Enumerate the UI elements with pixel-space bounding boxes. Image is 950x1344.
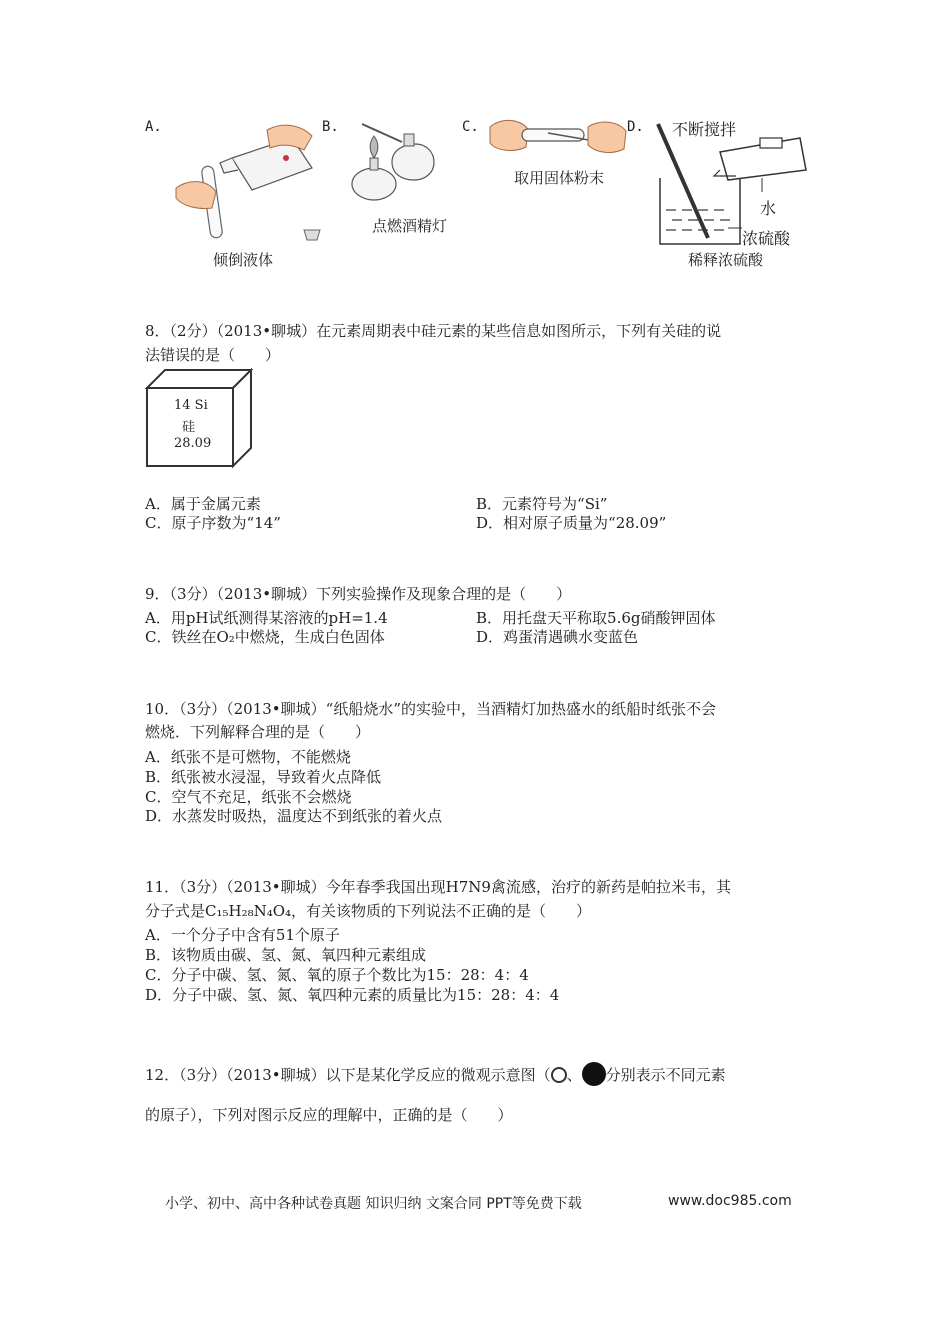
option-d-note-stir: 不断搅拌 [672, 120, 737, 139]
silicon-element-cell [145, 368, 253, 468]
option-b-label: B. [322, 119, 339, 135]
question-12-line-2: 的原子），下列对图示反应的理解中，正确的是（ ） [145, 1106, 513, 1124]
question-10-line-2: 燃烧．下列解释合理的是（ ） [145, 723, 371, 741]
alcohol-lamp-figure [342, 118, 437, 213]
question-8-line-2: 法错误的是（ ） [145, 346, 281, 364]
footer-text: 小学、初中、高中各种试卷真题 知识归纳 文案合同 PPT等免费下载 [165, 1196, 582, 1212]
question-8-option-a: A．属于金属元素 [145, 495, 261, 513]
question-10-line-1: 10．（3分）（2013•聊城）“纸船烧水”的实验中，当酒精灯加热盛水的纸船时纸张不会 [145, 700, 716, 718]
question-9-line-1: 9．（3分）（2013•聊城）下列实验操作及现象合理的是（ ） [145, 585, 572, 603]
option-b-caption: 点燃酒精灯 [372, 217, 448, 235]
option-a-caption: 倾倒液体 [213, 251, 274, 269]
question-12-line-1-start: 12．（3分）（2013•聊城）以下是某化学反应的微观示意图（ [145, 1066, 551, 1084]
question-11-option-d: D．分子中碳、氢、氮、氧四种元素的质量比为15：28：4：4 [145, 986, 560, 1004]
question-9-option-b: B．用托盘天平称取5.6g硝酸钾固体 [476, 609, 716, 627]
element-name: 硅 [182, 420, 196, 435]
question-9-option-c: C．铁丝在O₂中燃烧，生成白色固体 [145, 628, 385, 646]
option-d-label: D. [627, 119, 644, 135]
question-12-separator: 、 [566, 1066, 582, 1084]
question-11-line-1: 11．（3分）（2013•聊城）今年春季我国出现H7N9禽流感，治疗的新药是帕拉米韦，其 [145, 878, 731, 896]
question-9-option-a: A．用pH试纸测得某溶液的pH=1.4 [145, 609, 388, 627]
question-8-line-1: 8．（2分）（2013•聊城）在元素周期表中硅元素的某些信息如图所示，下列有关硅的说 [145, 322, 722, 340]
question-11-option-a: A．一个分子中含有51个原子 [145, 926, 340, 944]
option-a-label: A. [145, 119, 162, 135]
question-11-line-2: 分子式是C₁₅H₂₈N₄O₄，有关该物质的下列说法不正确的是（ ） [145, 902, 592, 920]
option-c-label: C. [462, 119, 479, 135]
question-10-option-c: C．空气不充足，纸张不会燃烧 [145, 788, 352, 806]
option-d-note-acid: 浓硫酸 [742, 229, 791, 248]
question-11-option-c: C．分子中碳、氢、氮、氧的原子个数比为15：28：4：4 [145, 966, 529, 984]
element-mass: 28.09 [174, 436, 212, 451]
question-8-option-c: C．原子序数为“14” [145, 514, 281, 532]
question-11-option-b: B．该物质由碳、氢、氮、氧四种元素组成 [145, 946, 427, 964]
option-c-caption: 取用固体粉末 [514, 169, 605, 187]
question-9-option-d: D．鸡蛋清遇碘水变蓝色 [476, 628, 639, 646]
question-8-option-d: D．相对原子质量为“28.09” [476, 514, 667, 532]
solid-powder-figure [488, 113, 628, 165]
question-10-option-d: D．水蒸发时吸热，温度达不到纸张的着火点 [145, 807, 443, 825]
footer-url[interactable]: www.doc985.com [668, 1193, 792, 1209]
option-d-caption: 稀释浓硫酸 [688, 251, 764, 269]
option-d-note-water: 水 [760, 199, 777, 218]
open-atom-icon [551, 1067, 567, 1083]
question-10-option-a: A．纸张不是可燃物，不能燃烧 [145, 748, 351, 766]
pouring-liquid-figure [172, 118, 322, 246]
question-10-option-b: B．纸张被水浸湿，导致着火点降低 [145, 768, 382, 786]
question-12-line-1-end: 分别表示不同元素 [605, 1066, 726, 1084]
question-12-line-1 [145, 1062, 726, 1086]
question-8-option-b: B．元素符号为“Si” [476, 495, 608, 513]
element-number-symbol: 14 Si [174, 398, 208, 413]
filled-atom-icon [582, 1062, 606, 1086]
